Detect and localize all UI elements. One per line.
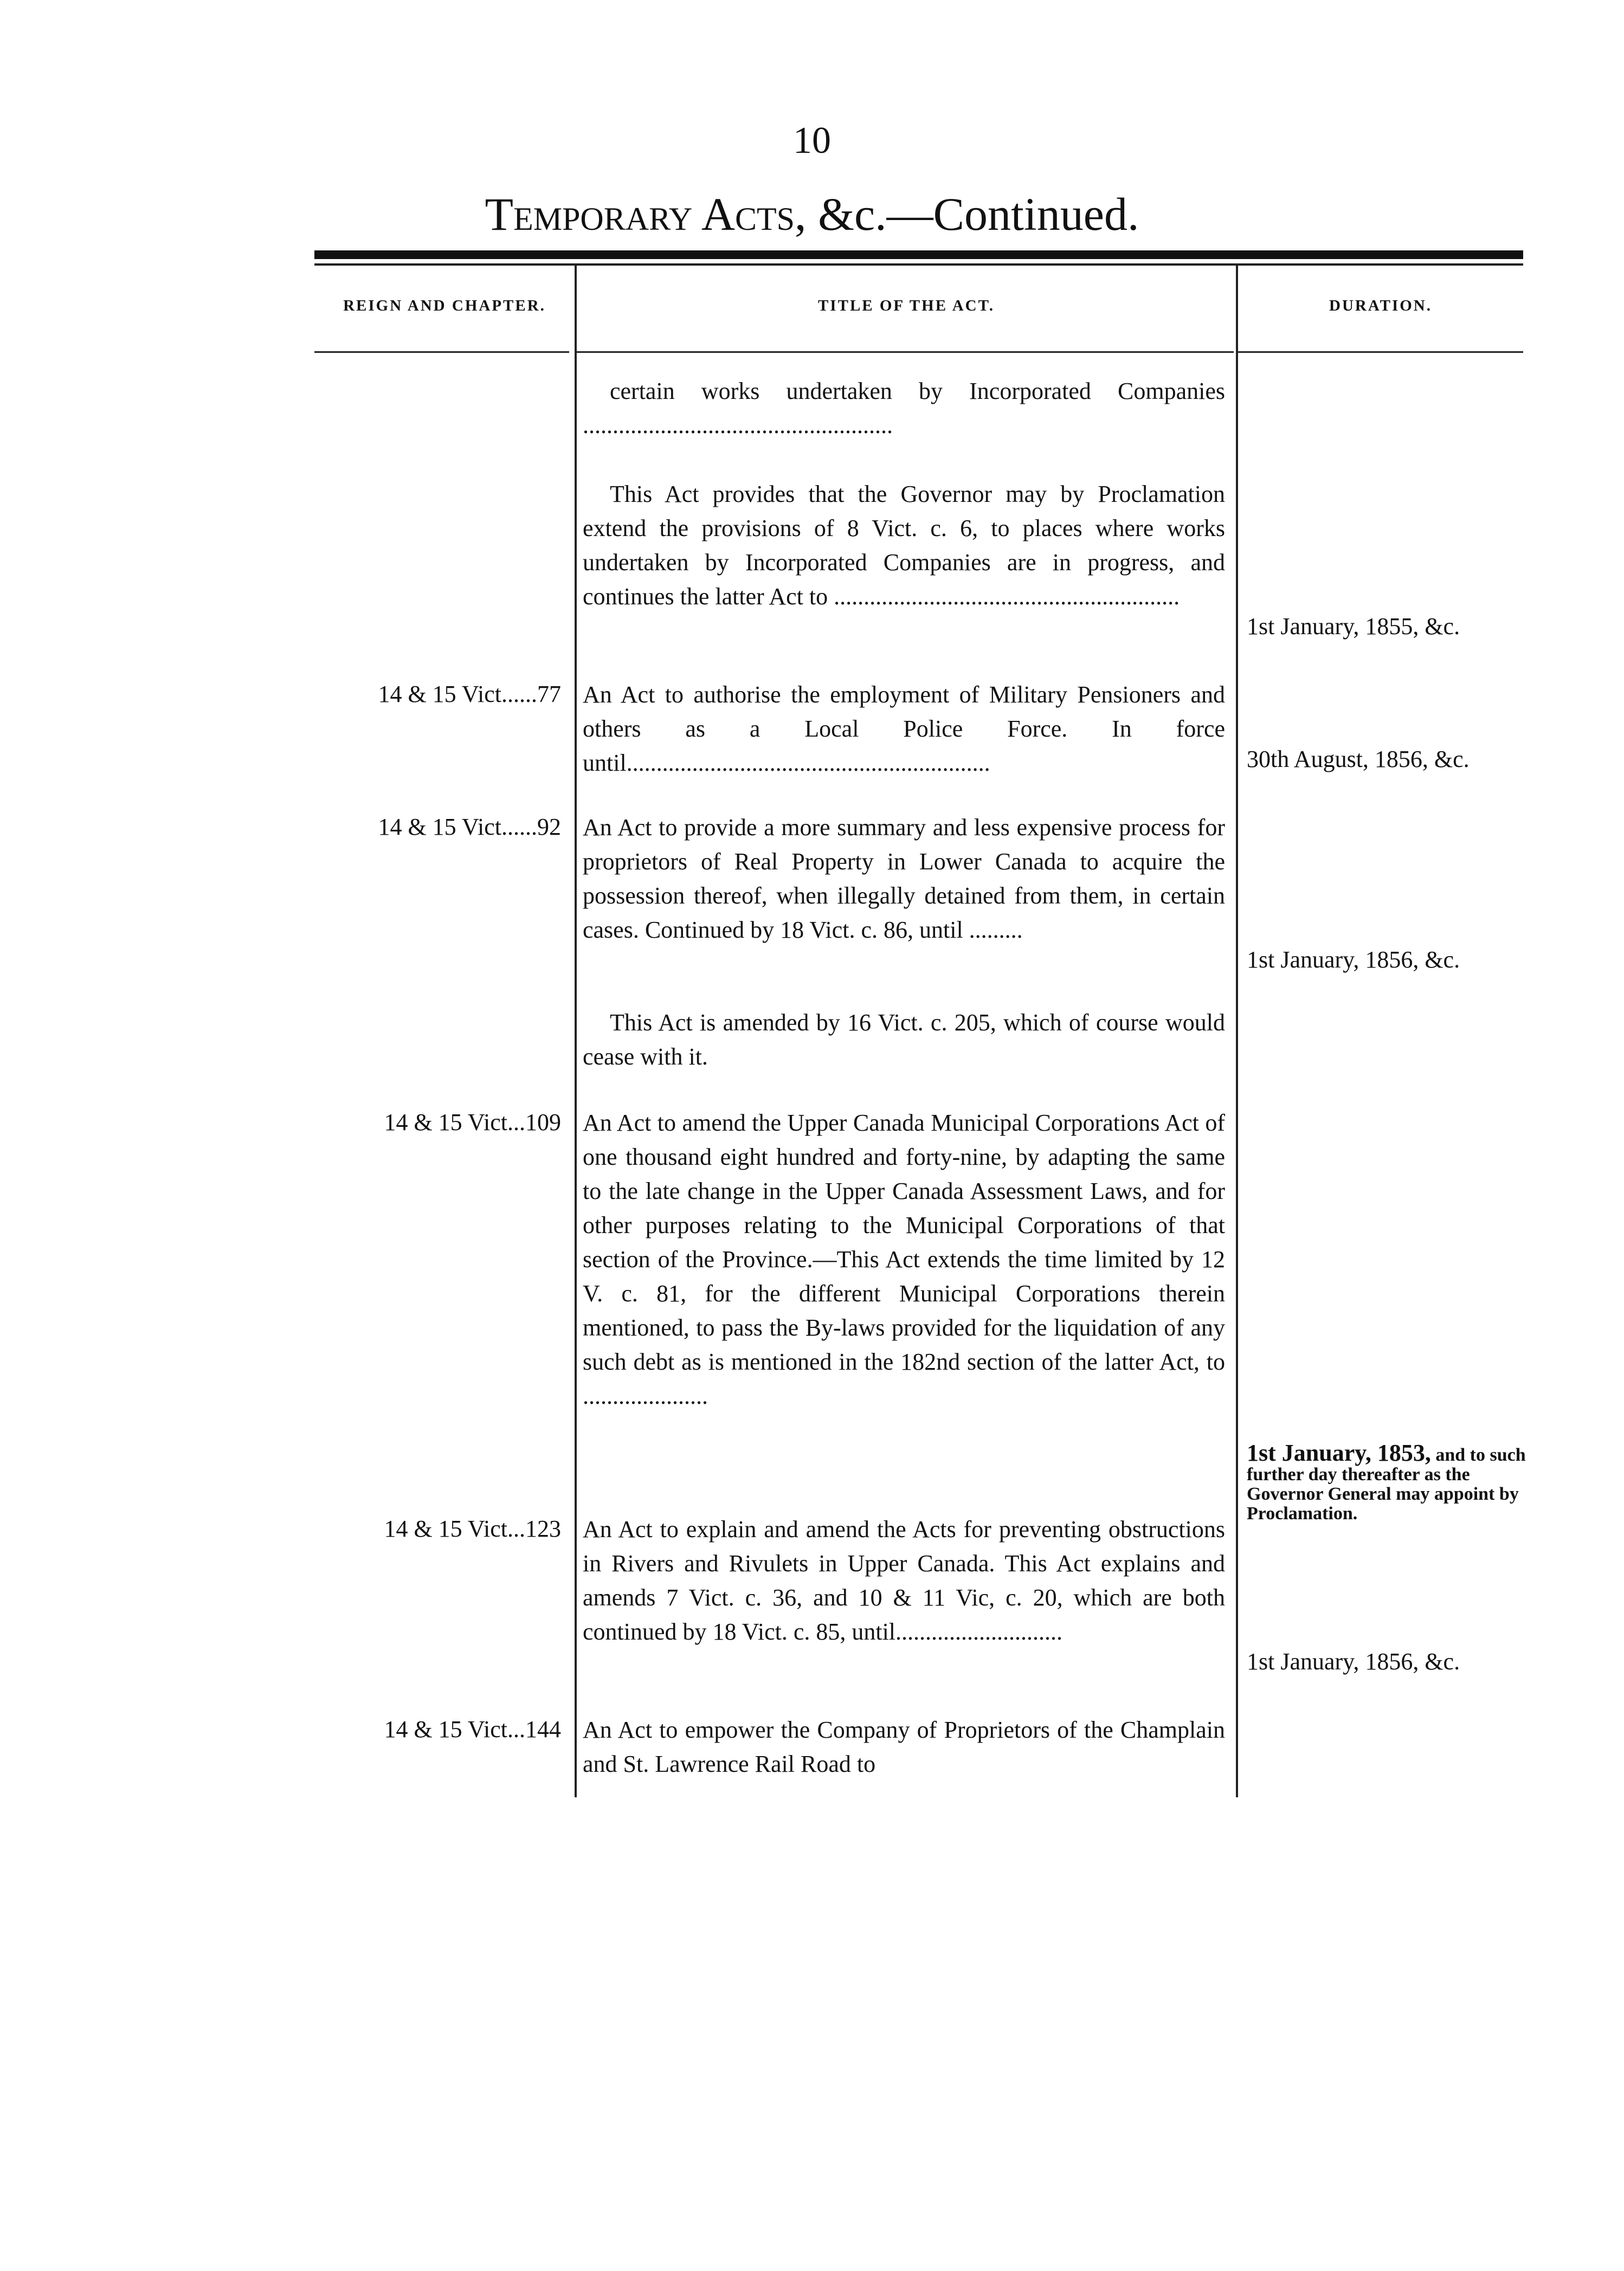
page-title-rest: &c.—Continued. [806, 188, 1139, 240]
page-title [0, 187, 1624, 241]
reign-chapter: 14 & 15 Vict......77 [378, 681, 561, 707]
act-duration-rest: and to such further day thereafter as the Governor General may appoint by Proclamation. [1247, 1445, 1526, 1524]
reign-chapter: 14 & 15 Vict...144 [384, 1716, 561, 1743]
act-title: This Act is amended by 16 Vict. c. 205, which of course would cease with it. [583, 1009, 1225, 1070]
page-number: 10 [793, 120, 831, 162]
act-title: An Act to empower the Company of Proprietors of the Champlain and St. Lawrence Rail Road to [583, 1717, 1225, 1777]
header-underline-title [577, 351, 1234, 353]
header-rule-thick [314, 250, 1523, 259]
column-divider-right [1236, 263, 1238, 1797]
act-duration-lead: 1st January, 1853, [1247, 1440, 1431, 1466]
act-duration: 30th August, 1856, &c. [1247, 746, 1470, 772]
column-header-reign: REIGN AND CHAPTER. [343, 297, 546, 314]
act-title: An Act to provide a more summary and less expensive process for proprietors of Real Property in Lower Canada to acquire the possession thereof, when illegally detained from them, in certain cases. Continued by 18 Vict. c. 86, until ......... [583, 814, 1225, 943]
header-underline-reign [314, 351, 569, 353]
act-duration: 1st January, 1856, &c. [1247, 1648, 1460, 1675]
act-title: An Act to explain and amend the Acts for preventing obstructions in Rivers and Rivulets in Upper Canada. This Act explains and amends 7 Vict. c. 36, and 10 & 11 Vic, c. 20, which are both continued by 18 Vict. c. 85, until............................ [583, 1516, 1225, 1645]
header-rule-thin [314, 263, 1523, 266]
column-header-title: TITLE OF THE ACT. [817, 297, 995, 314]
column-header-duration: DURATION. [1329, 297, 1432, 314]
act-title: certain works undertaken by Incorporated Companies .................................................... [583, 378, 1225, 438]
act-title: An Act to amend the Upper Canada Municipal Corporations Act of one thousand eight hundred and forty-nine, by adapting the same to the late change in the Upper Canada Assessment Laws, and for other purposes relating to the Municipal Corporations of that section of the Province.—This Act extends the time limited by 12 V. c. 81, for the different Municipal Corporations therein mentioned, to pass the By-laws provided for the liquidation of any such debt as is mentioned in the 182nd section of the latter Act, to ..................... [583, 1109, 1225, 1409]
act-title: This Act provides that the Governor may by Proclamation extend the provisions of 8 Vict. c. 6, to places where works undertaken by Incorporated Companies are in progress, and continues the latter Act to .......................................................... [583, 481, 1225, 610]
reign-chapter: 14 & 15 Vict...123 [384, 1515, 561, 1542]
header-underline-duration [1238, 351, 1523, 353]
act-duration: 1st January, 1856, &c. [1247, 946, 1460, 973]
act-duration: 1st January, 1855, &c. [1247, 613, 1460, 640]
page-title-smallcaps: Temporary Acts, [485, 188, 807, 240]
act-title: An Act to authorise the employment of Military Pensioners and others as a Local Police Force. In force until............................................................. [583, 681, 1225, 776]
column-divider-left [575, 263, 577, 1797]
reign-chapter: 14 & 15 Vict...109 [384, 1109, 561, 1136]
reign-chapter: 14 & 15 Vict......92 [378, 814, 561, 840]
act-duration [1247, 1440, 1529, 1524]
